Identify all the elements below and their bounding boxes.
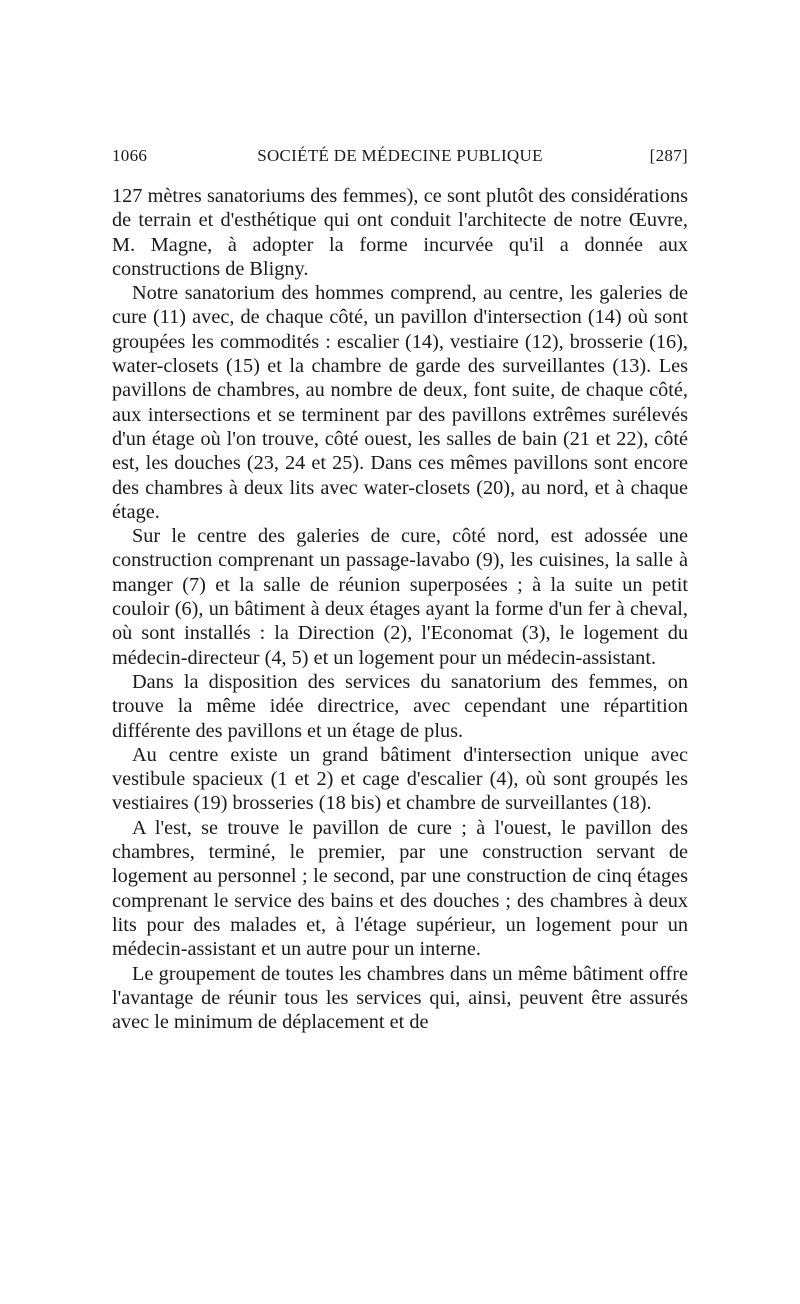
bracket-page-number: [287]	[649, 146, 688, 165]
page-number: 1066	[112, 146, 148, 165]
paragraph: Au centre existe un grand bâtiment d'intersection unique avec vestibule spacieux (1 et 2) et cage d'escalier (4), où sont groupés les vestiaires (19) brosseries (18 bis) et chambre de surveillantes (18).	[112, 743, 688, 815]
running-header	[112, 146, 688, 170]
paragraph: Notre sanatorium des hommes comprend, au centre, les galeries de cure (11) avec, de chaque côté, un pavillon d'intersection (14) où sont groupées les commodités : escalier (14), vestiaire (12), brosserie (16), water-closets (15) et la chambre de garde des surveillantes (13). Les pavillons de chambres, au nombre de deux, font suite, de chaque côté, aux intersections et se terminent par des pavillons extrêmes surélevés d'un étage où l'on trouve, côté ouest, les salles de bain (21 et 22), côté est, les douches (23, 24 et 25). Dans ces mêmes pavillons sont encore des chambres à deux lits avec water-closets (20), au nord, et à chaque étage.	[112, 282, 688, 523]
paragraph: Dans la disposition des services du sanatorium des femmes, on trouve la même idée directrice, avec cependant une répartition différente des pavillons et un étage de plus.	[112, 670, 688, 742]
paragraph-continued: 127 mètres sanatoriums des femmes), ce sont plutôt des considérations de terrain et d'esthétique qui ont conduit l'architecte de notre Œuvre, M. Magne, à adopter la forme incurvée qu'il a donnée aux constructions de Bligny.	[112, 185, 688, 280]
paragraph: A l'est, se trouve le pavillon de cure ; à l'ouest, le pavillon des chambres, terminé, le premier, par une construction servant de logement au personnel ; le second, par une construction de cinq étages comprenant le service des bains et des douches ; des chambres à deux lits pour des malades et, à l'étage supérieur, un logement pour un médecin-assistant et un autre pour un interne.	[112, 816, 688, 961]
paragraph: Le groupement de toutes les chambres dans un même bâtiment offre l'avantage de réunir tous les services qui, ainsi, peuvent être assurés avec le minimum de déplacement et de	[112, 962, 688, 1034]
body-text	[112, 184, 688, 1034]
running-title: SOCIÉTÉ DE MÉDECINE PUBLIQUE	[257, 146, 543, 165]
paragraph: Sur le centre des galeries de cure, côté nord, est adossée une construction comprenant un passage-lavabo (9), les cuisines, la salle à manger (7) et la salle de réunion superposées ; à la suite un petit couloir (6), un bâtiment à deux étages ayant la forme d'un fer à cheval, où sont installés : la Direction (2), l'Economat (3), le logement du médecin-directeur (4, 5) et un logement pour un médecin-assistant.	[112, 525, 688, 669]
